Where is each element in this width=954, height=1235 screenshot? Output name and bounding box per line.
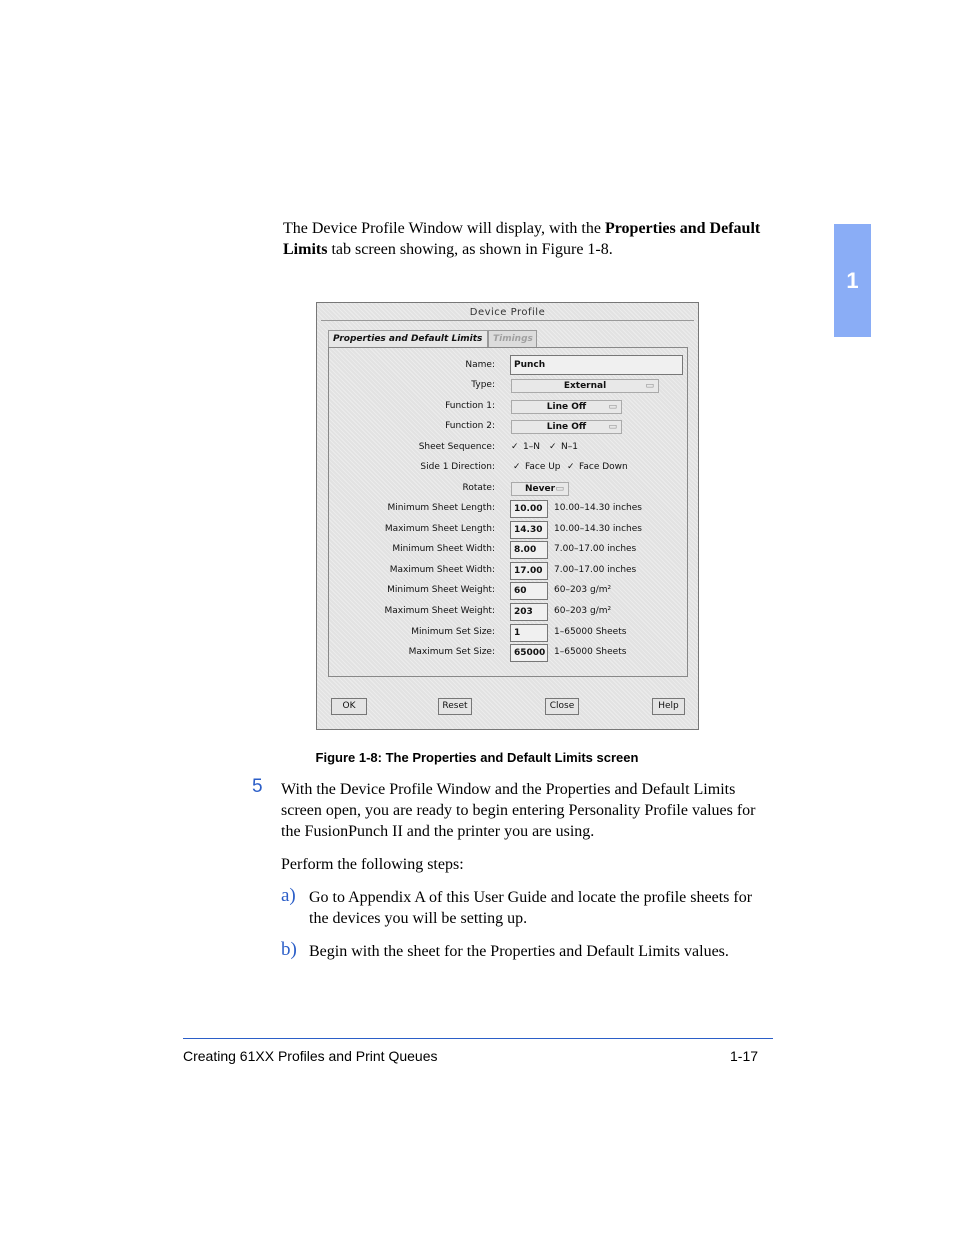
limit-range: 10.00–14.30 inches <box>554 503 642 513</box>
maximum-set-size-field[interactable]: 65000 <box>510 644 548 662</box>
step-number: 5 <box>252 776 263 797</box>
function1-row <box>329 398 687 416</box>
limit-range: 60–203 g/m² <box>554 585 612 595</box>
minimum-sheet-width-field[interactable]: 8.00 <box>510 541 548 559</box>
limit-row <box>329 500 687 518</box>
device-profile-dialog <box>316 302 699 730</box>
limit-row <box>329 521 687 539</box>
limit-range: 7.00–17.00 inches <box>554 544 637 554</box>
intro-text-2: tab screen showing, as shown in Figure 1-8. <box>327 241 613 258</box>
limit-label: Maximum Sheet Length: <box>384 524 495 534</box>
limit-range: 1–65000 Sheets <box>554 627 627 637</box>
limit-row <box>329 562 687 580</box>
minimum-set-size-field[interactable]: 1 <box>510 624 548 642</box>
function2-value: Line Off <box>546 422 587 432</box>
sheet-sequence-label: Sheet Sequence: <box>418 442 495 452</box>
sheet-sequence-n1-label: N–1 <box>561 442 578 452</box>
limit-range: 7.00–17.00 inches <box>554 565 637 575</box>
tab-timings[interactable]: Timings <box>488 330 537 347</box>
limit-label: Maximum Sheet Weight: <box>384 606 495 616</box>
perform-steps-text: Perform the following steps: <box>281 856 464 873</box>
footer-page-number: 1-17 <box>730 1048 759 1064</box>
limit-range: 1–65000 Sheets <box>554 647 627 657</box>
menu-indicator-icon: ▭ <box>645 381 654 391</box>
name-field[interactable]: Punch <box>510 355 683 375</box>
ok-button[interactable]: OK <box>331 698 367 715</box>
name-label: Name: <box>465 360 495 370</box>
type-row <box>329 377 687 395</box>
limit-row <box>329 582 687 600</box>
tab-panel <box>328 347 688 677</box>
substep-b-text: Begin with the sheet for the Properties and Default Limits values. <box>309 943 729 960</box>
rotate-row <box>329 480 687 498</box>
rotate-label: Rotate: <box>462 483 495 493</box>
limit-label: Maximum Sheet Width: <box>389 565 495 575</box>
maximum-sheet-weight-field[interactable]: 203 <box>510 603 548 621</box>
limit-label: Minimum Set Size: <box>411 627 495 637</box>
help-button[interactable]: Help <box>652 698 685 715</box>
footer-chapter-title: Creating 61XX Profiles and Print Queues <box>183 1048 438 1064</box>
reset-button[interactable]: Reset <box>438 698 472 715</box>
limit-row <box>329 541 687 559</box>
face-up-label: Face Up <box>525 462 561 472</box>
maximum-sheet-width-field[interactable]: 17.00 <box>510 562 548 580</box>
limit-row <box>329 624 687 642</box>
sheet-sequence-1n-label: 1–N <box>523 442 540 452</box>
sheet-sequence-1n[interactable] <box>511 442 540 452</box>
chapter-tab: 1 <box>834 224 871 337</box>
face-down-label: Face Down <box>579 462 628 472</box>
function1-value: Line Off <box>546 402 587 412</box>
function2-menu[interactable] <box>511 420 622 434</box>
footer-rule <box>183 1038 773 1039</box>
check-icon: ✓ <box>511 442 519 452</box>
limit-range: 60–203 g/m² <box>554 606 612 616</box>
limit-row <box>329 603 687 621</box>
minimum-sheet-length-field[interactable]: 10.00 <box>510 500 548 518</box>
limit-row <box>329 644 687 662</box>
minimum-sheet-weight-field[interactable]: 60 <box>510 582 548 600</box>
limit-label: Minimum Sheet Width: <box>392 544 495 554</box>
face-down-option[interactable] <box>567 462 628 472</box>
substep-marker: b) <box>281 939 297 960</box>
function2-label: Function 2: <box>445 421 495 431</box>
step-5-text: With the Device Profile Window and the Properties and Default Limits screen open, you are ready to begin entering Personality Profile values for the FusionPunch II and the printer you are using. <box>281 781 756 840</box>
dialog-title: Device Profile <box>321 306 694 321</box>
check-icon: ✓ <box>513 462 521 472</box>
close-button[interactable]: Close <box>545 698 579 715</box>
function2-row <box>329 418 687 436</box>
limit-label: Maximum Set Size: <box>408 647 495 657</box>
menu-indicator-icon: ▭ <box>608 422 617 432</box>
menu-indicator-icon: ▭ <box>555 484 564 494</box>
limit-label: Minimum Sheet Weight: <box>387 585 495 595</box>
rotate-value: Never <box>524 484 556 494</box>
type-menu[interactable] <box>511 379 659 393</box>
check-icon: ✓ <box>549 442 557 452</box>
type-value: External <box>563 381 607 391</box>
limit-label: Minimum Sheet Length: <box>387 503 495 513</box>
sheet-sequence-row <box>329 439 687 457</box>
side1-direction-row <box>329 459 687 477</box>
face-up-option[interactable] <box>513 462 561 472</box>
side1-direction-label: Side 1 Direction: <box>420 462 495 472</box>
rotate-menu[interactable] <box>511 482 569 496</box>
intro-paragraph <box>283 218 763 260</box>
tab-properties-default-limits[interactable]: Properties and Default Limits <box>328 330 488 347</box>
intro-text-1: The Device Profile Window will display, with the <box>283 220 605 237</box>
substep-a-text: Go to Appendix A of this User Guide and locate the profile sheets for the devices you will be setting up. <box>309 889 753 927</box>
maximum-sheet-length-field[interactable]: 14.30 <box>510 521 548 539</box>
type-label: Type: <box>471 380 495 390</box>
function1-label: Function 1: <box>445 401 495 411</box>
limit-range: 10.00–14.30 inches <box>554 524 642 534</box>
sheet-sequence-n1[interactable] <box>549 442 578 452</box>
function1-menu[interactable] <box>511 400 622 414</box>
intro-bold-text: Properties and Default Limits <box>283 220 761 258</box>
substep-marker: a) <box>281 885 296 906</box>
check-icon: ✓ <box>567 462 575 472</box>
figure-caption: Figure 1-8: The Properties and Default Limits screen <box>315 750 639 765</box>
menu-indicator-icon: ▭ <box>608 402 617 412</box>
name-row <box>329 355 687 373</box>
